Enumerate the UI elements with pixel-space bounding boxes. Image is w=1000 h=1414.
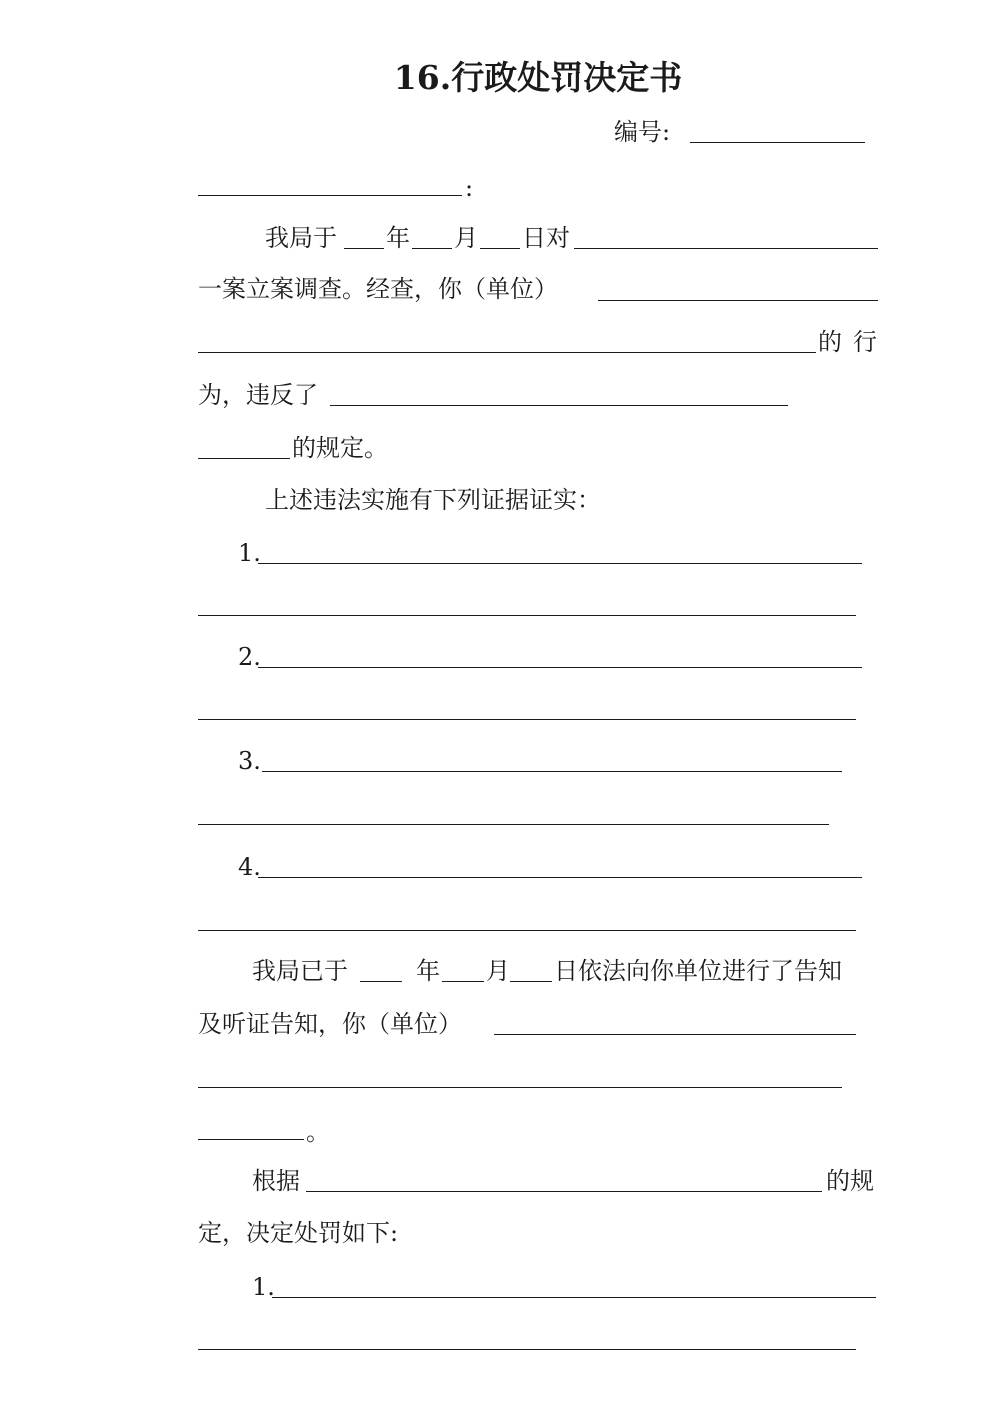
para3-basis-text: 根据 <box>252 1167 300 1195</box>
para2-rest-text: 日依法向你单位进行了告知 <box>554 957 842 985</box>
evidence-item-3-number: 3. <box>238 747 261 775</box>
evidence-item-1-field[interactable] <box>258 563 862 564</box>
decision-item-1-field[interactable] <box>272 1297 876 1298</box>
document-title: 16.行政处罚决定书 <box>393 58 683 97</box>
decision-item-1-field-cont[interactable] <box>198 1349 856 1350</box>
para1-text-we: 我局于 <box>265 224 337 252</box>
party-field[interactable] <box>598 300 878 301</box>
evidence-item-1-number: 1. <box>238 539 261 567</box>
legal-basis-field[interactable] <box>306 1191 822 1192</box>
evidence-item-3-field-cont[interactable] <box>198 824 829 825</box>
violated-law-field[interactable] <box>330 405 788 406</box>
para1-line4-text: 为，违反了 <box>198 381 318 409</box>
addressee-field[interactable] <box>198 195 462 196</box>
evidence-item-2-number: 2. <box>238 643 261 671</box>
para1-month-field[interactable] <box>412 248 452 249</box>
act-description-field[interactable] <box>198 352 816 353</box>
para2-line2-text: 及听证告知，你（单位） <box>198 1010 462 1038</box>
hearing-response-field-end[interactable] <box>198 1139 304 1140</box>
para2-year-label: 年 <box>416 957 440 985</box>
evidence-item-4-field[interactable] <box>258 877 862 878</box>
evidence-item-2-field-cont[interactable] <box>198 719 856 720</box>
para3-of-provision-text: 的规 <box>826 1167 874 1195</box>
para2-period: 。 <box>306 1118 330 1146</box>
evidence-item-4-field-cont[interactable] <box>198 930 856 931</box>
para1-line2-text: 一案立案调查。经查，你（单位） <box>198 275 558 303</box>
evidence-intro: 上述违法实施有下列证据证实： <box>265 486 601 514</box>
para3-line2-text: 定，决定处罚如下: <box>198 1219 399 1247</box>
para1-act-text: 行 <box>853 328 877 356</box>
para2-day-field[interactable] <box>510 981 552 982</box>
decision-item-1-number: 1. <box>252 1273 275 1301</box>
para2-month-field[interactable] <box>442 981 484 982</box>
case-name-field[interactable] <box>574 248 878 249</box>
para1-of-text: 的 <box>818 328 842 356</box>
violated-law-field-cont[interactable] <box>198 458 290 459</box>
evidence-item-4-number: 4. <box>238 853 261 881</box>
para1-day-label: 日对 <box>522 224 570 252</box>
hearing-response-field-cont[interactable] <box>198 1087 842 1088</box>
evidence-item-2-field[interactable] <box>258 667 862 668</box>
para2-year-field[interactable] <box>360 981 402 982</box>
para2-month-label: 月 <box>486 957 510 985</box>
addressee-colon: : <box>465 174 474 202</box>
para1-month-label: 月 <box>454 224 478 252</box>
number-label: 编号: <box>614 118 671 146</box>
number-field[interactable] <box>690 142 865 143</box>
para1-provision-end: 的规定。 <box>292 434 388 462</box>
para2-text-we: 我局已于 <box>252 957 348 985</box>
evidence-item-3-field[interactable] <box>262 771 842 772</box>
evidence-item-1-field-cont[interactable] <box>198 615 856 616</box>
para1-day-field[interactable] <box>480 248 520 249</box>
hearing-response-field[interactable] <box>494 1034 856 1035</box>
para1-year-field[interactable] <box>344 248 384 249</box>
para1-year-label: 年 <box>386 224 410 252</box>
